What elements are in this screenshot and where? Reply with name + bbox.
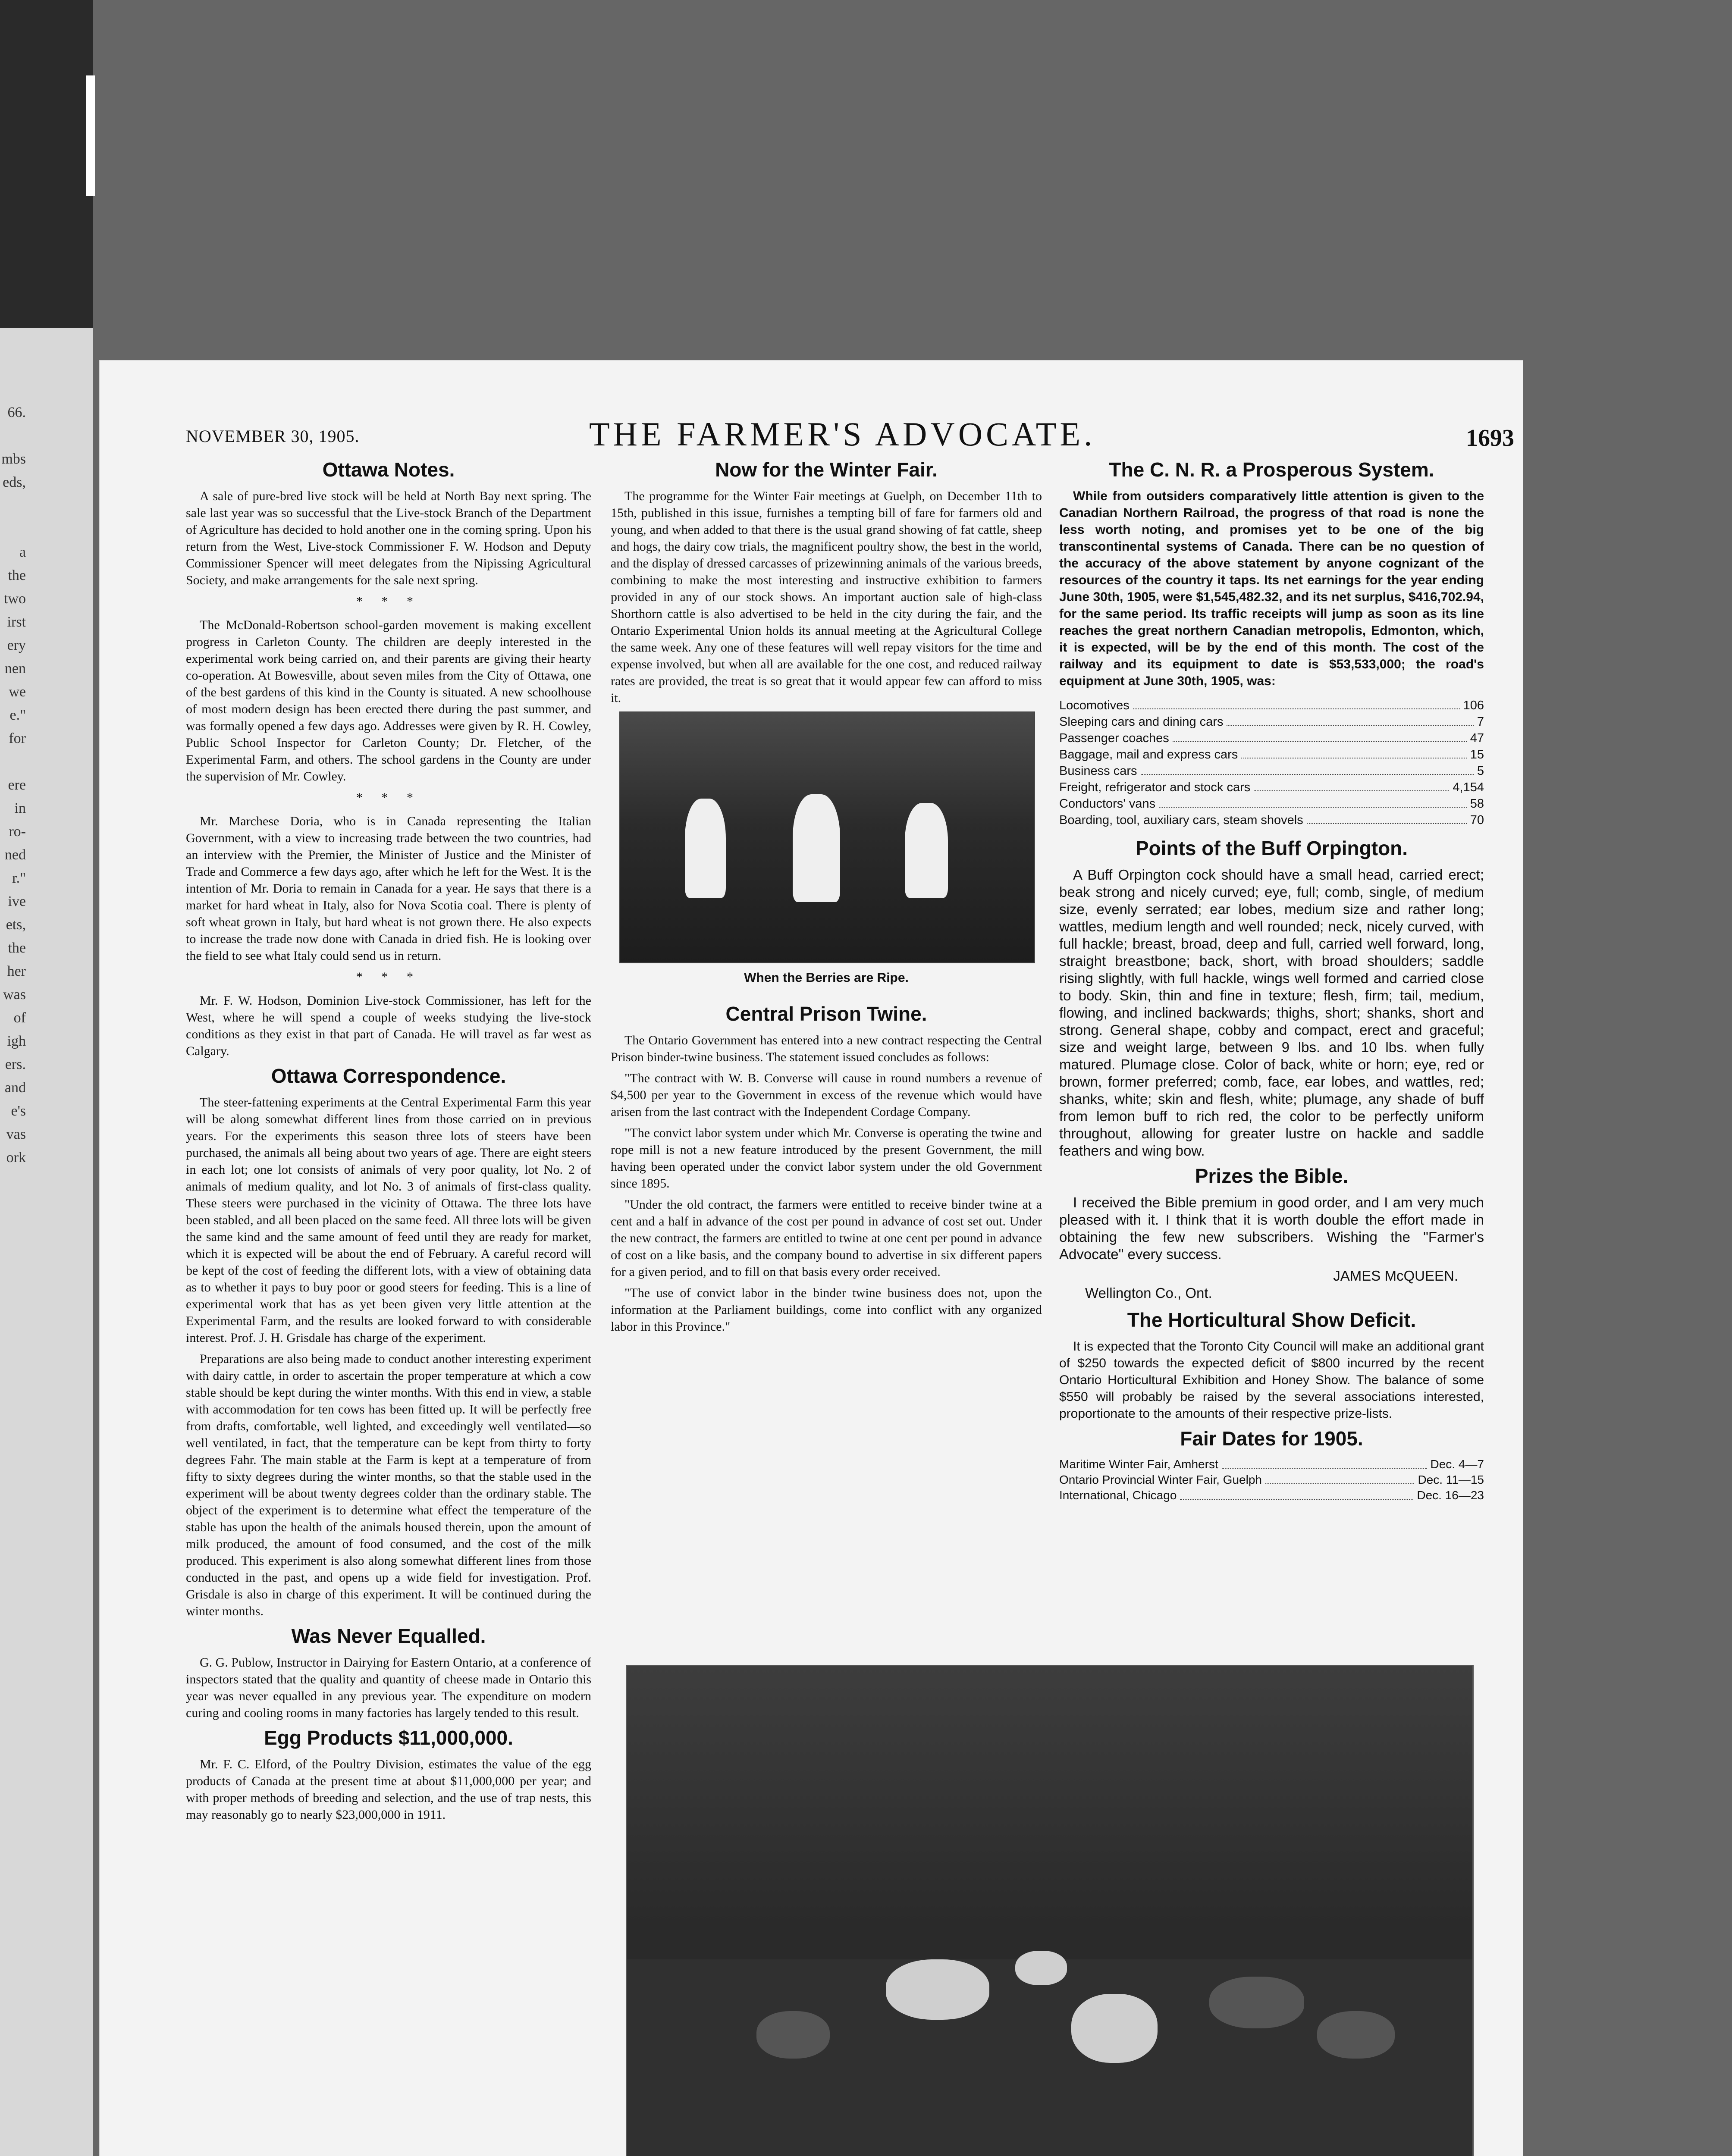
leader-dots	[1307, 812, 1467, 824]
issue-date: NOVEMBER 30, 1905.	[186, 426, 360, 446]
article-title-never-equalled: Was Never Equalled.	[291, 1625, 486, 1647]
facing-page-fragment: and	[4, 1080, 26, 1096]
leader-dots	[1265, 1472, 1414, 1484]
fair-dates-list	[1059, 1457, 1484, 1503]
facing-page-fragment	[0, 517, 26, 541]
paragraph: "The use of convict labor in the binder twine business does not, upon the information at the Parliament buildings, come into conflict with any organized labor in this Province."	[611, 1286, 1042, 1334]
facing-page-fragment: e's	[11, 1103, 26, 1119]
facing-page-fragment: in	[14, 800, 26, 816]
row-label: Freight, refrigerator and stock cars	[1059, 780, 1251, 794]
facing-page-fragment: irst	[7, 614, 26, 630]
letter-location: Wellington Co., Ont.	[1085, 1285, 1212, 1301]
leader-dots	[1133, 697, 1460, 709]
masthead-title: THE FARMER'S ADVOCATE.	[589, 415, 1096, 453]
facing-page-fragment: her	[7, 963, 26, 979]
article-title-fair-dates: Fair Dates for 1905.	[1180, 1427, 1363, 1450]
facing-page-fragment: mbs	[1, 451, 26, 467]
paragraph: G. G. Publow, Instructor in Dairying for Eastern Ontario, at a conference of inspectors stated that the quality and quantity of cheese made in Ontario this year was never equalled in any previous year. The expenditure on modern curing and cooling rooms in many factories has largely tended to this result.	[186, 1655, 591, 1720]
leader-dots	[1227, 714, 1473, 726]
row-value: 7	[1477, 715, 1484, 729]
facing-page-fragment: vas	[6, 1126, 26, 1142]
facing-page-fragment	[0, 424, 26, 448]
row-label: Locomotives	[1059, 699, 1130, 712]
row-value: 58	[1470, 797, 1484, 811]
list-item	[1059, 1488, 1484, 1503]
facing-page-fragment: ro-	[9, 824, 26, 840]
letter-signature: JAMES McQUEEN.	[1333, 1268, 1458, 1284]
row-value: 47	[1470, 731, 1484, 745]
facing-page-fragment: eds,	[3, 474, 26, 490]
fair-name: International, Chicago	[1059, 1489, 1177, 1502]
facing-page-fragment: the	[8, 940, 26, 956]
leader-dots	[1159, 796, 1467, 808]
paragraph: The Ontario Government has entered into a new contract respecting the Central Prison binder-twine business. The statement issued concludes as follows:	[611, 1033, 1042, 1064]
list-item	[1059, 1472, 1484, 1488]
section-divider-stars: * * *	[356, 790, 421, 805]
paragraph: Mr. F. W. Hodson, Dominion Live-stock Commissioner, has left for the West, where he will spend a couple of weeks studying the live-stock conditions as they exist in that part of Canada. He will travel as far west as Calgary.	[186, 993, 591, 1058]
paragraph: The steer-fattening experiments at the Central Experimental Farm this year will be along somewhat different lines from those carried on in previous years. For the experiments this season three lots of steers have been purchased, the animals all being about two years of age. There are eight steers in each lot; one lot consists of animals of very poor quality, lot No. 2 of animals of medium quality, and lot No. 3 of animals of first-class quality. These steers were purchased in the vicinity of Ottawa. The three lots have been stabled, and all been placed on the same feed. All three lots will be given the same kind and the same amount of feed until they are ready for market, which it is expected will be about the end of February. A careful record will be kept of the cost of feeding the different lots, with a view of obtaining data as to whether it pays to buy poor or good steers for feeding. This is a line of experimental work that has as yet been given very little attention at the Experimental Farm, and the results are looked forward to with considerable interest. Prof. J. H. Grisdale has charge of the experiment.	[186, 1095, 591, 1345]
fair-date: Dec. 4—7	[1430, 1457, 1484, 1471]
column-1	[186, 458, 591, 1827]
cow-figure	[1015, 1951, 1067, 1985]
row-label: Boarding, tool, auxiliary cars, steam shovels	[1059, 813, 1303, 827]
photo-cattle-pasture	[626, 1665, 1474, 2156]
fair-date: Dec. 16—23	[1417, 1489, 1484, 1502]
facing-page-fragment: was	[3, 987, 26, 1003]
table-row	[1059, 796, 1484, 812]
paragraph: A sale of pure-bred live stock will be held at North Bay next spring. The sale last year was so successful that the Live-stock Branch of the Department of Agriculture has decided to hold another one in the coming spring. Upon his return from the West, Live-stock Commissioner F. W. Hodson and Deputy Commissioner Spencer will meet delegates from the Nipissing Agricultural Society, and make arrangements for the sale next spring.	[186, 489, 591, 587]
leader-dots	[1141, 763, 1474, 775]
article-title-ottawa-notes: Ottawa Notes.	[322, 458, 455, 481]
row-label: Sleeping cars and dining cars	[1059, 715, 1224, 729]
facing-page-fragment: ere	[8, 777, 26, 793]
cow-figure	[1071, 1994, 1158, 2063]
row-value: 15	[1470, 748, 1484, 761]
row-label: Conductors' vans	[1059, 797, 1156, 811]
leader-dots	[1222, 1457, 1427, 1469]
paragraph: "The convict labor system under which Mr. Converse is operating the twine and rope mill is not a new feature introduced by the present Government, the mill having been operated under the convict labor system under the old Government since 1895.	[611, 1126, 1042, 1191]
facing-page-fragment: for	[9, 730, 26, 746]
facing-page-fragment: we	[9, 684, 26, 700]
facing-page-fragment: ery	[7, 637, 26, 653]
facing-page-fragment	[0, 494, 26, 517]
page-number: 1693	[1466, 425, 1514, 451]
paragraph: The McDonald-Robertson school-garden movement is making excellent progress in Carleton County. The children are deeply interested in the experimental work being carried on, and their parents are giving their hearty co-operation. At Bowesville, about seven miles from the City of Ottawa, one of the best gardens of this kind in the County is situated. A new schoolhouse of most modern design has been erected there during the past summer, and was formally opened a few days ago. Addresses were given by R. H. Cowley, Public School Inspector for Carleton County; Dr. Fletcher, of the Experimental Farm, and others. The school gardens in the County are under the supervision of Mr. Cowley.	[186, 618, 591, 783]
article-title-cnr: The C. N. R. a Prosperous System.	[1109, 458, 1434, 481]
photo-berries	[619, 711, 1035, 963]
page-header	[186, 412, 1514, 460]
section-divider-stars: * * *	[356, 594, 421, 608]
table-row	[1059, 746, 1484, 763]
paragraph: "Under the old contract, the farmers were entitled to receive binder twine at a cent and a half in advance of the cost per pound in advance of cost set out. Under the new contract, the farmers are entitled to twine at one cent per pound in advance of cost on a like basis, and the company bound to advertise in six different papers for a given period, and to fill on that basis every order received.	[611, 1197, 1042, 1279]
leader-dots	[1173, 730, 1467, 742]
facing-page-fragment: 66.	[7, 404, 26, 420]
leader-dots	[1254, 779, 1449, 791]
facing-page-fragment: ned	[4, 847, 26, 863]
article-title-egg-products: Egg Products $11,000,000.	[264, 1727, 513, 1749]
paragraph: A Buff Orpington cock should have a small head, carried erect; beak strong and nicely curved; eye, full; comb, single, of medium size, evenly serrated; ear lobes, medium size and rather long; wattles, medium length and well rounded; neck, nicely curved, with full hackle; breast, broad, deep and full, carried well forward, long, straight breastbone; back, short, with broad shoulders; saddle rising slightly, with full hackle, wings well formed and carried close to body. Skin, thin and fine in texture; flesh, firm; tail, medium, flowing, and inclined backwards; thighs, short; shanks, short and strong. General shape, cobby and compact, erect and graceful; size and weight large, between 9 lbs. and 10 lbs. when fully matured. Plumage close. Color of back, white or horn; eye, red or brown, former preferred; comb, face, ear lobes, and wattles, red; shanks, white; skin and flesh, white; plumage, any shade of buff from lemon buff to rich red, the color to be perfectly uniform throughout, allowing for greater lustre on hackle and saddle feathers and wing bow.	[1059, 867, 1484, 1159]
paragraph: Preparations are also being made to conduct another interesting experiment with dairy cattle, in order to ascertain the proper temperature at which a cow stable should be kept during the winter months. With this end in view, a stable with accommodation for ten cows has been fitted up. It will be perfectly free from drafts, comfortable, well lighted, and exceedingly well ventilated—so well ventilated, in fact, that the temperature can be kept from thirty to forty degrees Fahr. The main stable at the Farm is kept at a temperature of from fifty to sixty degrees during the winter months, so that the stable used in the experiment will be about twenty degrees colder than the ordinary stable. The object of the experiment is to determine what effect the temperature of the stable has upon the health of the animals housed therein, upon the amount of milk produced, the amount of food consumed, and the cost of the milk produced. This experiment is also along somewhat different lines from those conducted in the past, and opens up a wide field for investigation. Prof. Grisdale is also in charge of this experiment. It will be continued during the winter months.	[186, 1352, 591, 1618]
row-value: 4,154	[1453, 780, 1484, 794]
fair-name: Maritime Winter Fair, Amherst	[1059, 1457, 1218, 1471]
facing-page-fragment: igh	[7, 1033, 26, 1049]
row-label: Baggage, mail and express cars	[1059, 748, 1238, 761]
facing-page-fragment: ive	[8, 893, 26, 909]
row-value: 5	[1477, 764, 1484, 778]
table-row	[1059, 779, 1484, 796]
row-label: Passenger coaches	[1059, 731, 1169, 745]
section-divider-stars: * * *	[356, 970, 421, 984]
fair-date: Dec. 11—15	[1418, 1473, 1484, 1486]
figure-person	[685, 799, 726, 898]
figure-person	[793, 794, 840, 902]
facing-page-fragment	[0, 750, 26, 774]
fair-name: Ontario Provincial Winter Fair, Guelph	[1059, 1473, 1262, 1486]
article-title-central-prison-twine: Central Prison Twine.	[725, 1003, 927, 1025]
column-2	[611, 458, 1042, 1339]
facing-page-fragment: a	[19, 544, 26, 560]
figure-person	[905, 803, 948, 898]
article-title-winter-fair: Now for the Winter Fair.	[715, 458, 938, 481]
photo-caption: When the Berries are Ripe.	[744, 971, 909, 985]
paragraph: While from outsiders comparatively little attention is given to the Canadian Northern Railroad, the progress of that road is none the less worth noting, and promises yet to be one of the big transcontinental systems of Canada. There can be no question of the accuracy of the above statement by anyone cognizant of the resources of the country it taps. Its net earnings for the year ending June 30th, 1905, were $1,545,482.32, and its net surplus, $416,702.94, for the same period. Its traffic receipts will jump as soon as its line reaches the great northern Canadian metropolis, Edmonton, which, it is expected, will be by the end of this month. The cost of the railway and its equipment to date is $53,533,000; the road's equipment at June 30th, 1905, was:	[1059, 489, 1484, 688]
article-title-horticultural-deficit: The Horticultural Show Deficit.	[1127, 1309, 1416, 1331]
table-row	[1059, 730, 1484, 746]
facing-page-fragment: ets,	[6, 917, 26, 933]
facing-page-fragment: r."	[12, 870, 26, 886]
facing-page-fragment: nen	[4, 661, 26, 677]
cow-figure	[1317, 2011, 1395, 2059]
facing-page-fragment: two	[4, 591, 26, 607]
article-title-prizes-bible: Prizes the Bible.	[1195, 1165, 1349, 1187]
paragraph: It is expected that the Toronto City Council will make an additional grant of $250 towards the expected deficit of $800 incurred by the recent Ontario Horticultural Exhibition and Honey Show. The balance of some $550 will probably be raised by the several associations interested, proportionate to the amounts of their respective prize-lists.	[1059, 1339, 1484, 1421]
paragraph: "The contract with W. B. Converse will cause in round numbers a revenue of $4,500 per year to the Government in excess of the revenue which would have arisen from the last contract with the Independent Cordage Company.	[611, 1071, 1042, 1119]
facing-page-fragment: of	[13, 1010, 26, 1026]
table-row	[1059, 763, 1484, 779]
row-label: Business cars	[1059, 764, 1137, 778]
paragraph: Mr. F. C. Elford, of the Poultry Division, estimates the value of the egg products of Canada at the present time at about $11,000,000 per year; and with proper methods of breeding and selection, and the use of trap nests, this may reasonably go to nearly $23,000,000 in 1911.	[186, 1757, 591, 1822]
table-row	[1059, 812, 1484, 828]
list-item	[1059, 1457, 1484, 1472]
facing-page-fragment: ork	[6, 1150, 26, 1166]
cow-figure	[1209, 1977, 1304, 2028]
leader-dots	[1241, 746, 1466, 758]
facing-page-fragment: ers.	[5, 1056, 26, 1072]
article-title-ottawa-correspondence: Ottawa Correspondence.	[271, 1065, 506, 1087]
leader-dots	[1180, 1488, 1413, 1500]
row-value: 106	[1463, 699, 1484, 712]
cow-figure	[886, 1959, 989, 2020]
table-row	[1059, 714, 1484, 730]
column-3	[1059, 458, 1484, 1503]
tape-strip	[86, 75, 95, 196]
cow-figure	[756, 2011, 830, 2059]
equipment-table	[1059, 697, 1484, 828]
row-value: 70	[1470, 813, 1484, 827]
facing-page-fragment: e."	[9, 707, 26, 723]
paragraph: The programme for the Winter Fair meetings at Guelph, on December 11th to 15th, published in this issue, furnishes a tempting bill of fare for farmers old and young, and when added to that there is the usual grand showing of fat cattle, sheep and hogs, the dairy cow trials, the magnificent poultry show, the best in the world, and the display of dressed carcasses of prizewinning animals of the various breeds, combining to make the most interesting and instructive exhibition to farmers provided in any of our stock shows. An important auction sale of high-class Shorthorn cattle is also advertised to be held in the city during the fair, and the Ontario Experimental Union holds its annual meeting at the Agricultural College the same week. Any one of these features will well repay visitors for the time and expense involved, but when all are available for the one cost, and reduced railway rates are provided, the treat is so great that it would appear few can afford to miss it.	[611, 489, 1042, 705]
facing-page-fragment: the	[8, 567, 26, 583]
paragraph: I received the Bible premium in good order, and I am very much pleased with it. I think that it is worth double the effort made in obtaining the few new subscribers. Wishing the "Farmer's Advocate" every success.	[1059, 1194, 1484, 1262]
facing-page-text-fragments	[0, 401, 26, 1169]
article-title-buff-orpington: Points of the Buff Orpington.	[1135, 837, 1408, 859]
newspaper-page	[99, 360, 1523, 2156]
paragraph: Mr. Marchese Doria, who is in Canada representing the Italian Government, with a view to increasing trade between the two countries, had an interview with the Premier, the Minister of Justice and the Minister of Trade and Commerce a few days ago, after which he left for the West. It is the intention of Mr. Doria to remain in Canada for a year. He says that there is a market for hard wheat in Italy, also for Nova Scotia coal. There is plenty of soft wheat grown in Italy, but hard wheat is not grown there. He also expects to increase the trade now done with Canada in dried fish. He is looking over the field to see what Italy could send us in return.	[186, 814, 591, 963]
table-row	[1059, 697, 1484, 714]
